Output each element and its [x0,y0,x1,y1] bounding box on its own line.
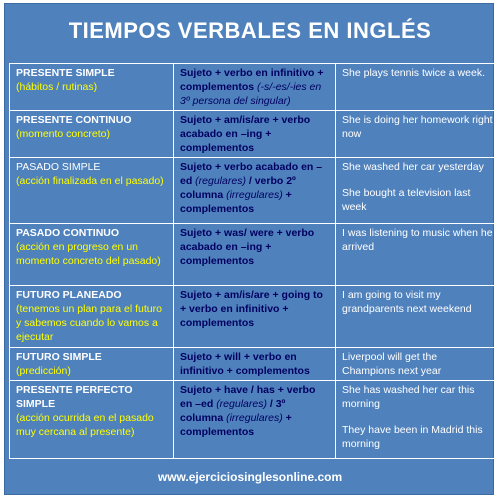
formula-cell [174,348,336,381]
tense-usage-note: (hábitos / rutinas) [16,81,98,93]
example-sentence: She is doing her homework right now [342,114,493,140]
example-cell [336,286,500,348]
tense-usage-note: (acción en progreso en un momento concreto del pasado) [16,241,161,267]
formula-cell [174,224,336,286]
tense-name: PASADO CONTINUO [16,227,120,239]
formula-part: + complementos [180,189,292,215]
example-sentence: I am going to visit my grandparents next weekend [342,289,472,315]
example-sentence: She plays tennis twice a week. [342,67,485,79]
tense-usage-note: (momento concreto) [16,128,110,140]
table-row [10,348,500,381]
tense-cell [10,158,174,224]
example-cell [336,224,500,286]
table-row [10,158,500,224]
formula-text [180,383,329,439]
formula-italic-part: (irregulares) [226,189,283,201]
formula-text: Sujeto + am/is/are + going to + verbo en infinitivo + complementos [180,289,323,329]
tense-usage-note: (predicción) [16,365,71,377]
formula-italic-part: (irregulares) [226,412,283,424]
example-cell [336,111,500,158]
example-sentence: She bought a television last week [342,187,471,213]
formula-part: / 3º columna [180,398,286,424]
page-title: TIEMPOS VERBALES EN INGLÉS [68,18,432,43]
table-row [10,64,500,111]
infographic-panel [4,3,494,495]
table-row [10,381,500,459]
tense-cell [10,348,174,381]
tense-cell [10,111,174,158]
tense-cell [10,286,174,348]
formula-cell [174,286,336,348]
formula-cell [174,381,336,459]
formula-cell [174,158,336,224]
tense-name: FUTURO PLANEADO [16,289,122,301]
formula-cell [174,64,336,111]
example-cell [336,64,500,111]
website-link[interactable]: www.ejerciciosinglesonline.com [157,470,343,484]
example-sentence: Liverpool will get the Champions next year [342,351,442,377]
formula-italic-part: (regulares) [216,398,267,410]
formula-text [180,66,329,108]
formula-part: Sujeto + verbo en infinitivo + complementos [180,67,324,93]
example-cell [336,381,500,459]
example-sentence: She has washed her car this morning [342,384,475,410]
formula-text [180,160,329,216]
example-cell [336,158,500,224]
formula-text: Sujeto + was/ were + verbo acabado en –ing + complementos [180,227,315,267]
tense-cell [10,381,174,459]
formula-italic-part: (-s/-es/-ies en 3º persona del singular) [180,81,322,107]
tense-name: PASADO SIMPLE [16,161,101,173]
tense-usage-note: (acción finalizada en el pasado) [16,175,164,187]
formula-italic-part: (regulares) [195,175,246,187]
tenses-table [9,63,500,459]
tense-name: PRESENTE PERFECTO SIMPLE [16,384,133,410]
formula-part: / verbo 2º columna [180,175,296,201]
tense-usage-note: (tenemos un plan para el futuro y sabemos cuando lo vamos a ejecutar [16,303,162,343]
tense-name: PRESENTE SIMPLE [16,67,115,79]
formula-cell [174,111,336,158]
example-sentence: I was listening to music when he arrived [342,227,493,253]
tense-name: PRESENTE CONTINUO [16,114,132,126]
example-sentence: They have been in Madrid this morning [342,424,483,450]
formula-part: + complementos [180,412,292,438]
formula-part: Sujeto + have / has + verbo en –ed [180,384,316,410]
table-row [10,286,500,348]
tense-name: FUTURO SIMPLE [16,351,102,363]
formula-text: Sujeto + will + verbo en infinitivo + complementos [180,351,310,377]
example-cell [336,348,500,381]
table-row [10,224,500,286]
tense-usage-note: (acción ocurrida en el pasado muy cercana al presente) [16,412,154,438]
formula-part: Sujeto + verbo acabado en –ed [180,161,323,187]
tense-cell [10,64,174,111]
example-sentence: She washed her car yesterday [342,161,484,173]
formula-text: Sujeto + am/is/are + verbo acabado en –ing + complementos [180,114,311,154]
table-row [10,111,500,158]
tense-cell [10,224,174,286]
